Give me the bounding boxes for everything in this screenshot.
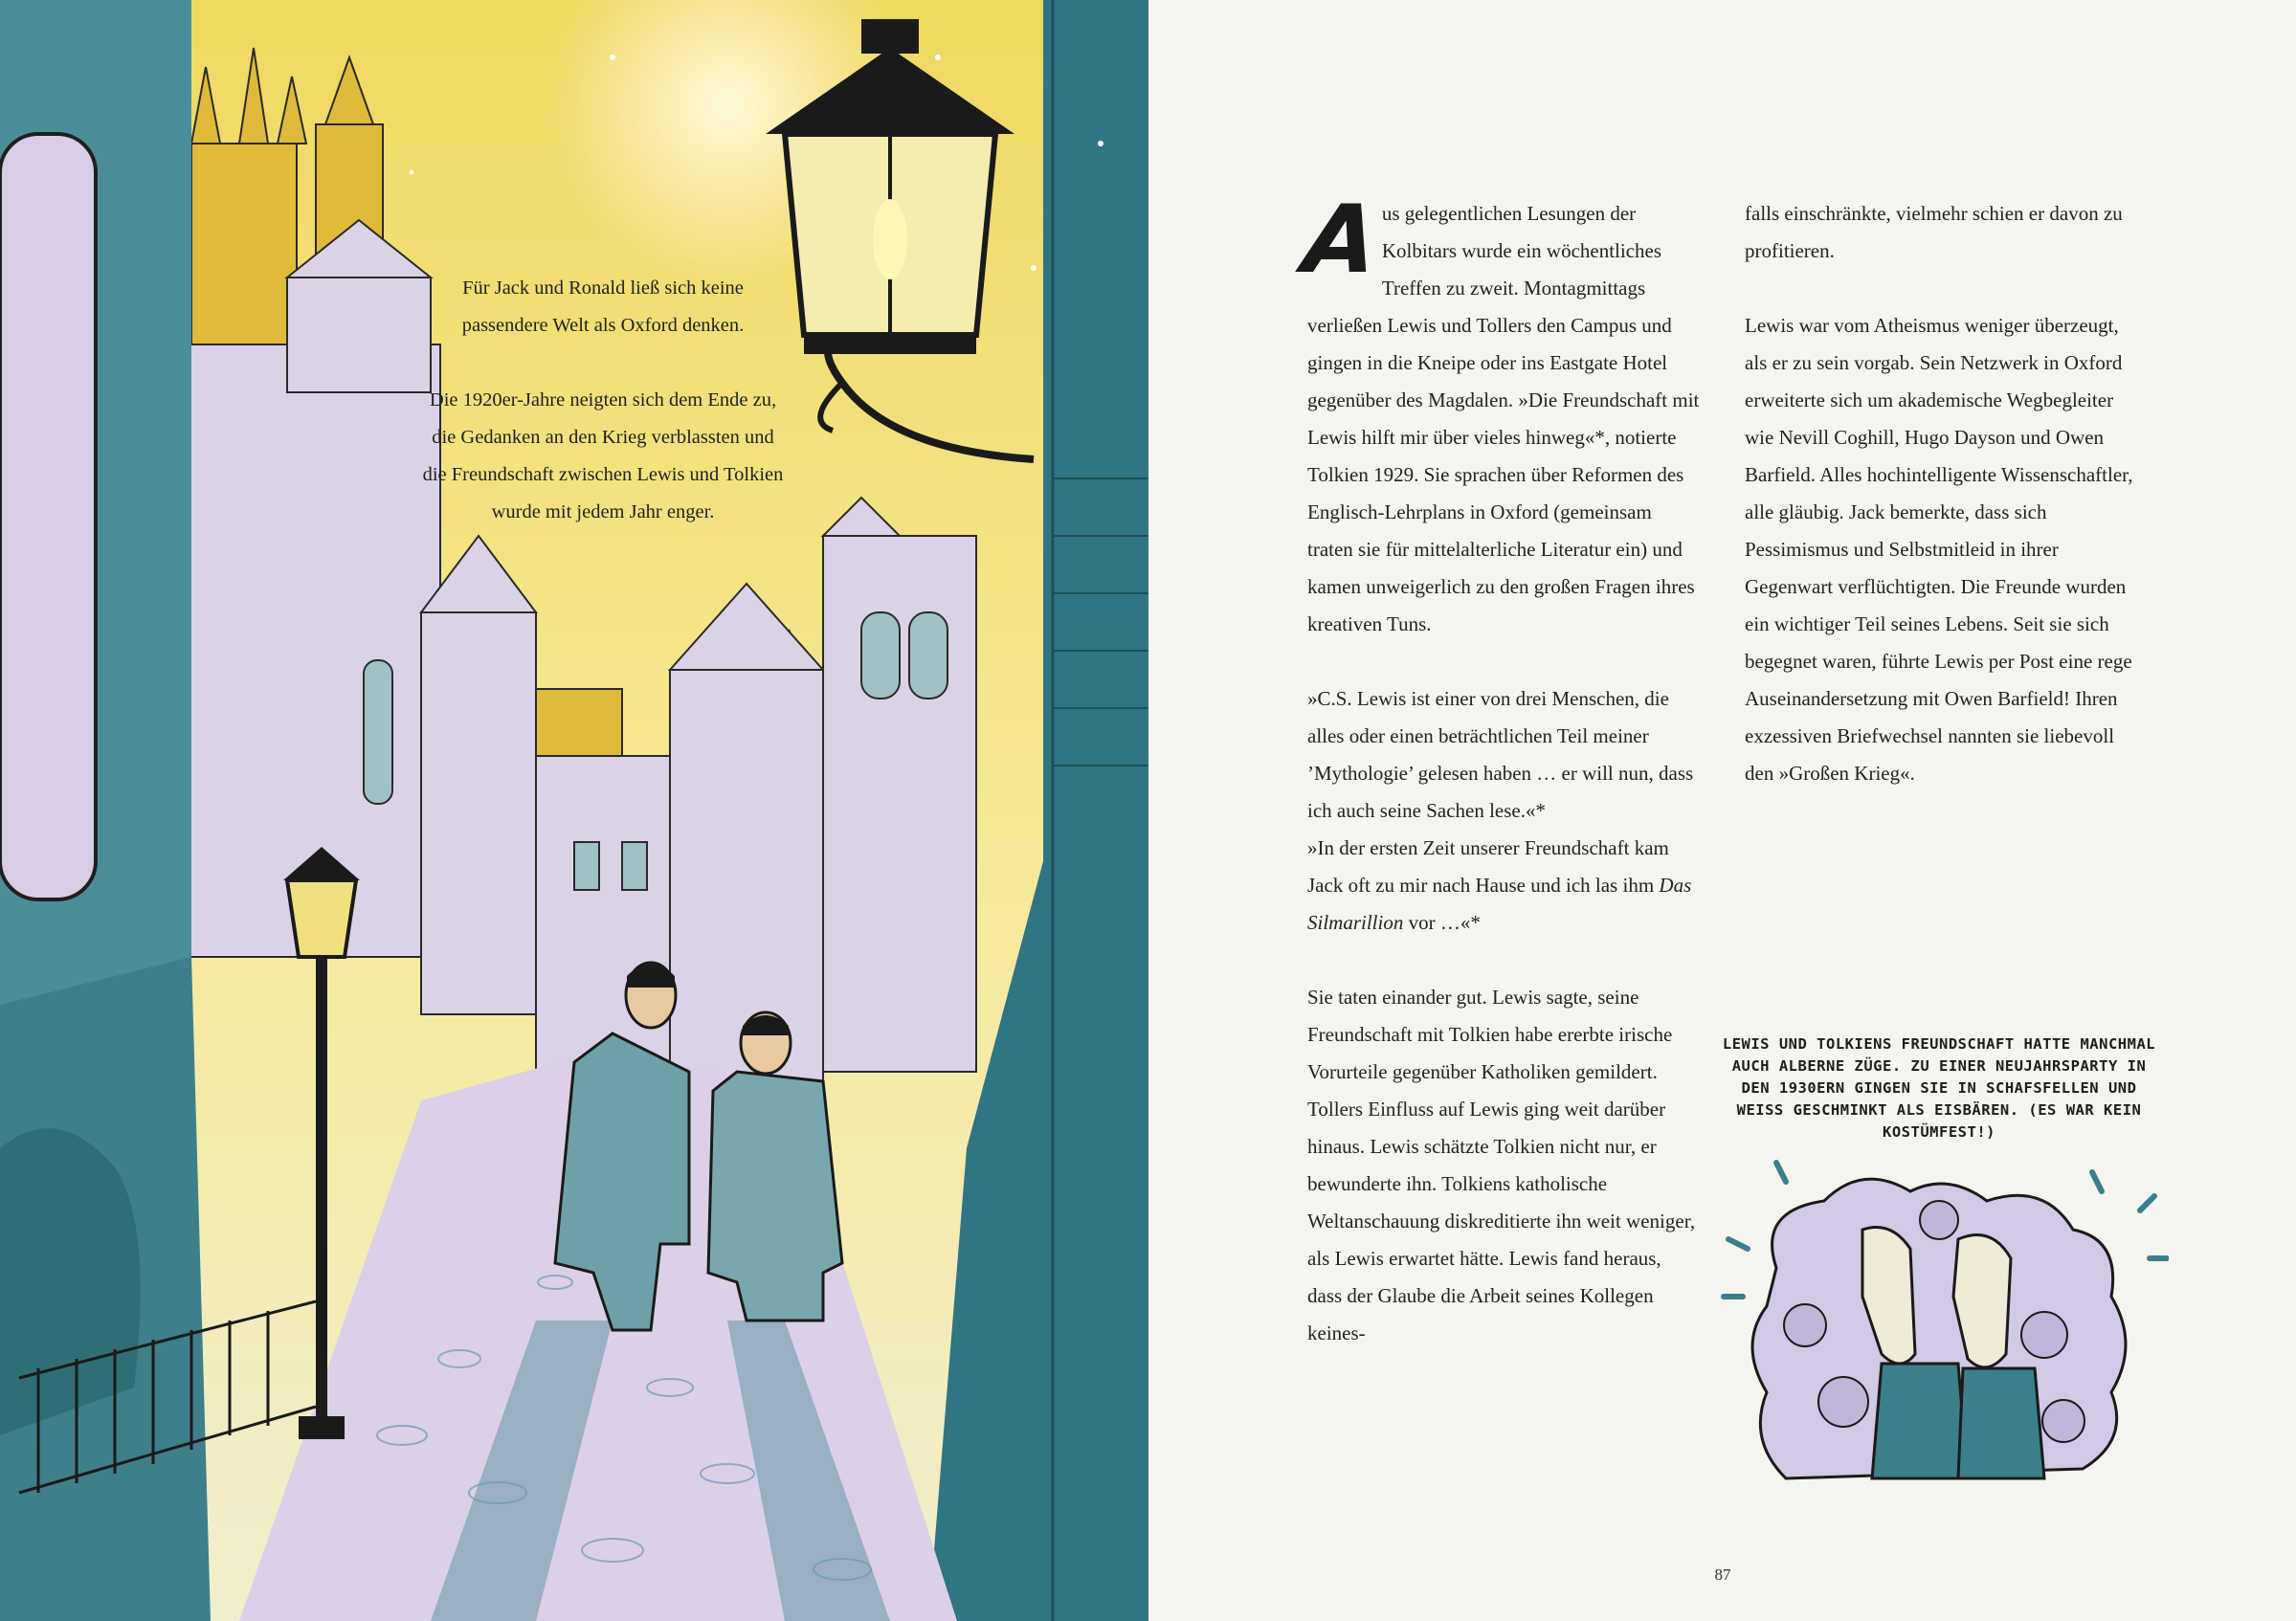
drop-cap: A [1298,186,1383,295]
paragraph-1-text: us gelegentlichen Lesungen der Kolbitars wurde ein wöchentliches Treffen zu zweit. Montagmittags verließen Lewis und Tollers den Campus und gingen in die Kneipe oder ins Eastgate Hotel gegenüber des Magdalen. »Die Freundschaft mit Lewis hilft mir über vieles hinweg«*, notierte Tolkien 1929. Sie sprachen über Reformen des Englisch-Lehrplans in Oxford (gemeinsam traten sie für mittelalterliche Literatur ein) und kamen unweigerlich zu den großen Fragen ihres kreativen Tuns. [1307,202,1700,635]
book-title: Das Silmarillion [1307,874,1692,934]
caption-paragraph-1: Für Jack und Ronald ließ sich keine passendere Welt als Oxford denken. [461,278,745,336]
paragraph-2 [1307,680,1700,942]
caption-paragraph-2: Die 1920er-Jahre neigten sich dem Ende zu, die Gedanken an den Krieg verblassten und die Freundschaft zwischen Lewis und Tolkien wurde mit jedem Jahr enger. [422,389,784,522]
illustration-caption [421,270,785,568]
quote-1: »C.S. Lewis ist einer von drei Menschen, die alles oder einen beträchtlichen Teil meiner ’Mythologie’ gelesen haben … er will nun, dass ich auch seine Sachen lese.«* [1307,687,1694,822]
left-building [0,0,211,1621]
paragraph-4: falls einschränkte, vielmehr schien er davon zu profitieren. [1745,202,2123,262]
quote-2-end: vor …«* [1408,911,1481,934]
text-column-left [1298,186,1700,1389]
paragraph-1 [1298,186,1700,643]
comic-caption: LEWIS UND TOLKIENS FREUNDSCHAFT HATTE MANCHMAL AUCH ALBERNE ZÜGE. ZU EINER NEUJAHRSPARTY IN DEN 1930ERN GINGEN SIE IN SCHAFSFELLEN UND WEISS GESCHMINKT ALS EISBÄREN. (ES WAR KEIN KOSTÜMFEST!) [1722,1035,2156,1141]
paragraph-5: Lewis war vom Atheismus weniger überzeugt, als er zu sein vorgab. Sein Netzwerk in Oxford erweiterte sich um akademische Wegbegleiter wie Nevill Coghill, Hugo Dayson und Owen Barfield. Alles hochintelligente Wissenschaftler, alle gläubig. Jack bemerkte, dass sich Pessimismus und Selbstmitleid in ihrer Gegenwart verflüchtigten. Die Freunde wurden ein wichtiger Teil seines Lebens. Seit sie sich begegnet waren, führte Lewis per Post eine rege Auseinandersetzung mit Owen Barfield! Ihren exzessiven Briefwechsel nannten sie liebevoll den »Großen Krieg«. [1745,314,2133,785]
text-page [1148,0,2296,1621]
polar-bear-costume-illustration [1719,1153,2169,1507]
page-number: 87 [1714,1565,1731,1584]
paragraph-3: Sie taten einander gut. Lewis sagte, seine Freundschaft mit Tolkien habe ererbte irische Vorurteile gegenüber Katholiken gemildert. Tollers Einfluss auf Lewis ging weit darüber hinaus. Lewis schätzte Tolkien nicht nur, er bewunderte ihn. Tolkiens katholische Weltanschauung diskreditierte ihn weit weniger, als Lewis erwartet hätte. Lewis fand heraus, dass der Glaube die Arbeit seines Kollegen keines- [1307,986,1696,1344]
text-column-right [1745,195,2137,830]
quote-2-start: »In der ersten Zeit unserer Freundschaft kam Jack oft zu mir nach Hause und ich las ihm [1307,836,1669,897]
